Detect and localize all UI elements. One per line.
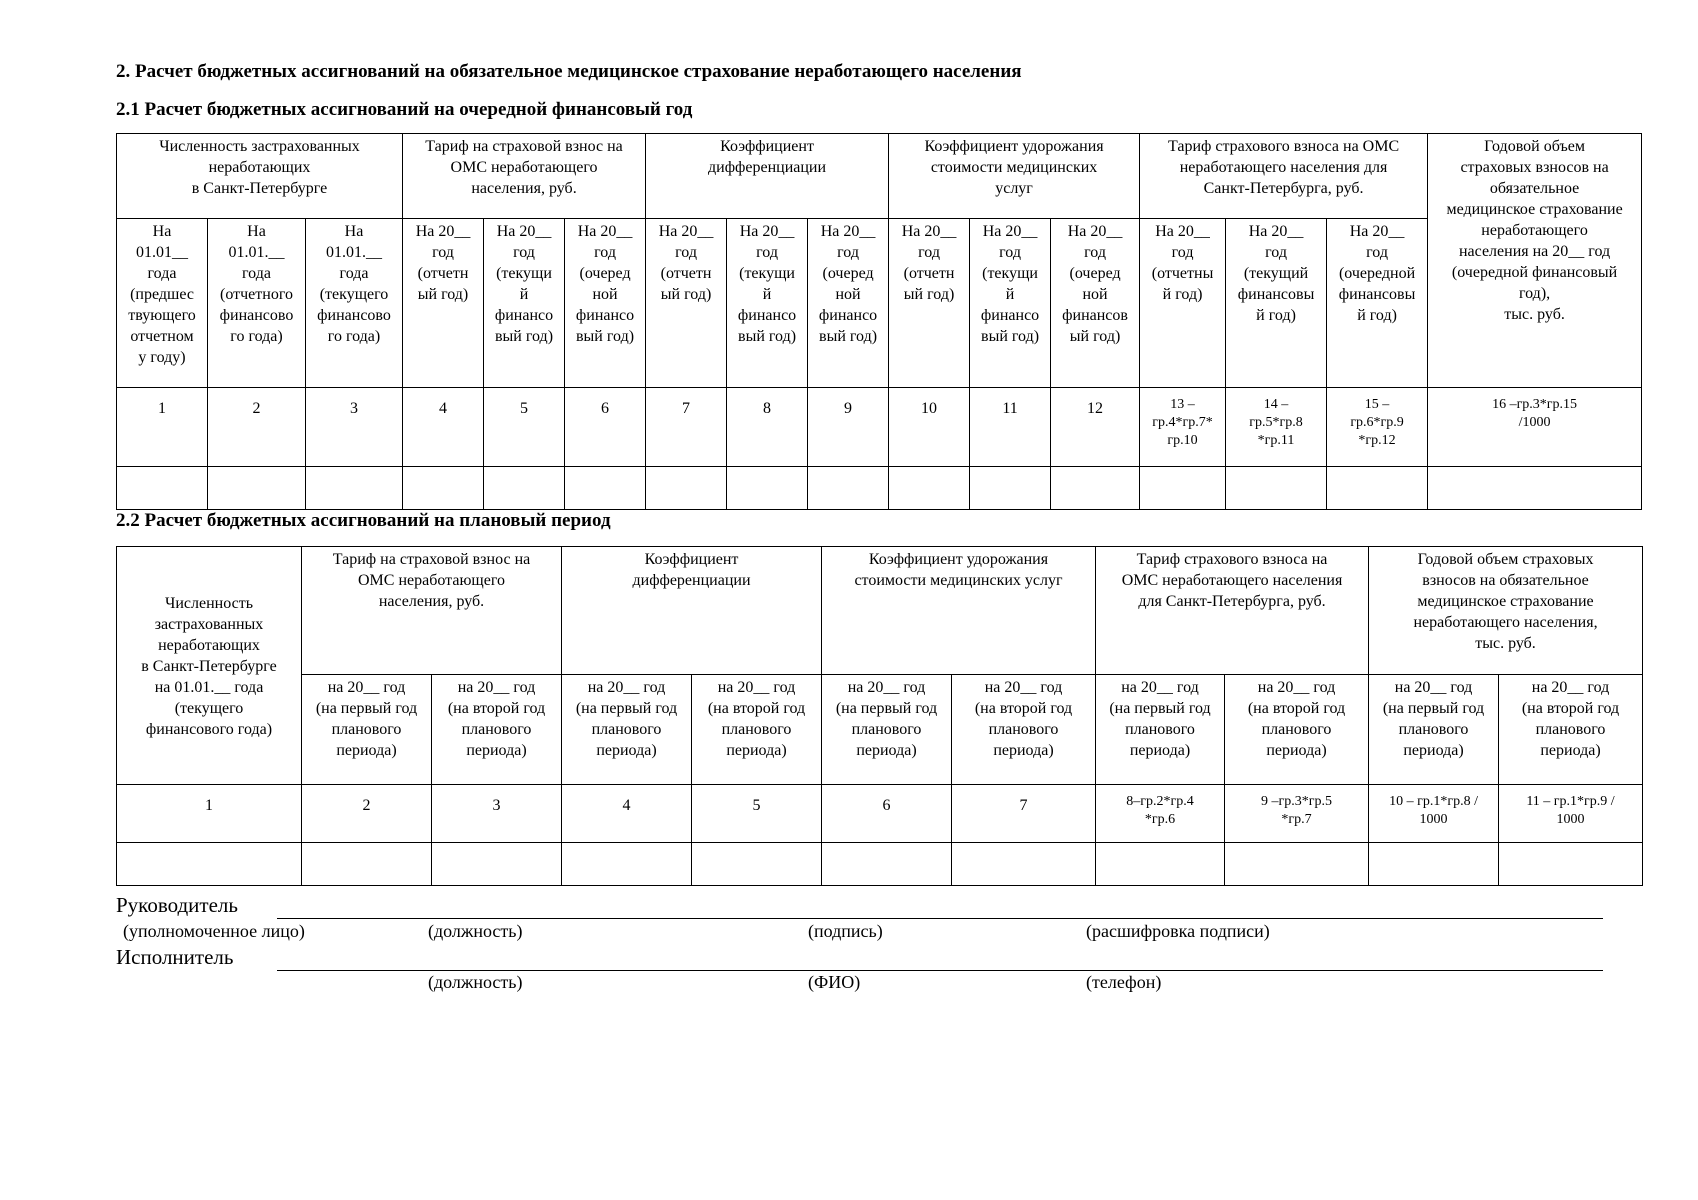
data-cell-16 bbox=[1428, 467, 1642, 510]
sub-header-7: На 20__ год (отчетн ый год) bbox=[646, 219, 727, 388]
data-cell-6 bbox=[565, 467, 646, 510]
header-insured-count: Численность застрахованных неработающих в Санкт-Петербурге на 01.01.__ года (текущего финансового года) bbox=[117, 547, 302, 785]
column-number-11: 11 bbox=[970, 388, 1051, 467]
header-spb-tariff: Тариф страхового взноса на ОМС неработающего населения для Санкт-Петербурга, руб. bbox=[1140, 134, 1428, 219]
data-cell-1 bbox=[117, 467, 208, 510]
sub-header-8: на 20__ год (на второй год планового периода) bbox=[1225, 675, 1369, 785]
section-2-1-heading: 2.1 Расчет бюджетных ассигнований на очередной финансовый год bbox=[116, 99, 693, 120]
sub-header-12: На 20__ год (очеред ной финансов ый год) bbox=[1051, 219, 1140, 388]
executor-label: Исполнитель bbox=[116, 945, 234, 969]
data-cell-2 bbox=[208, 467, 306, 510]
data-cell-13 bbox=[1140, 467, 1226, 510]
column-number-12: 12 bbox=[1051, 388, 1140, 467]
column-number-3: 3 bbox=[432, 785, 562, 843]
data-cell-9 bbox=[808, 467, 889, 510]
column-number-10: 10 bbox=[889, 388, 970, 467]
data-cell-1 bbox=[117, 843, 302, 886]
header-cost-coefficient: Коэффициент удорожания стоимости медицинских услуг bbox=[822, 547, 1096, 675]
section-2-2-heading: 2.2 Расчет бюджетных ассигнований на плановый период bbox=[116, 510, 611, 531]
head-signature-line bbox=[277, 918, 1603, 919]
column-number-14: 14 – гр.5*гр.8 *гр.11 bbox=[1226, 388, 1327, 467]
head-caption-authorized: (уполномоченное лицо) bbox=[123, 921, 305, 941]
column-number-5: 5 bbox=[484, 388, 565, 467]
sub-header-10: на 20__ год (на второй год планового периода) bbox=[1499, 675, 1643, 785]
sub-header-2: на 20__ год (на второй год планового периода) bbox=[432, 675, 562, 785]
data-cell-3 bbox=[306, 467, 403, 510]
data-cell-11 bbox=[1499, 843, 1643, 886]
header-annual-volume: Годовой объем страховых взносов на обязательное медицинское страхование неработающего населения, тыс. руб. bbox=[1369, 547, 1643, 675]
column-number-7: 7 bbox=[952, 785, 1096, 843]
header-annual-volume: Годовой объем страховых взносов на обязательное медицинское страхование неработающего населения на 20__ год (очередной финансовый год), тыс. руб. bbox=[1428, 134, 1642, 388]
column-number-1: 1 bbox=[117, 785, 302, 843]
header-diff-coefficient: Коэффициент дифференциации bbox=[562, 547, 822, 675]
column-number-row bbox=[117, 388, 1642, 467]
sub-header-1: на 20__ год (на первый год планового периода) bbox=[302, 675, 432, 785]
data-cell-15 bbox=[1327, 467, 1428, 510]
header-spb-tariff: Тариф страхового взноса на ОМС неработающего населения для Санкт-Петербурга, руб. bbox=[1096, 547, 1369, 675]
column-number-9: 9 bbox=[808, 388, 889, 467]
sub-header-row bbox=[117, 219, 1642, 388]
column-number-16: 16 –гр.3*гр.15 /1000 bbox=[1428, 388, 1642, 467]
sub-header-8: На 20__ год (текущи й финансо вый год) bbox=[727, 219, 808, 388]
header-tariff: Тариф на страховой взнос на ОМС неработающего населения, руб. bbox=[302, 547, 562, 675]
column-number-8: 8–гр.2*гр.4 *гр.6 bbox=[1096, 785, 1225, 843]
sub-header-5: На 20__ год (текущи й финансо вый год) bbox=[484, 219, 565, 388]
sub-header-10: На 20__ год (отчетн ый год) bbox=[889, 219, 970, 388]
header-insured-count: Численность застрахованных неработающих в Санкт-Петербурге bbox=[117, 134, 403, 219]
data-cell-5 bbox=[484, 467, 565, 510]
column-number-8: 8 bbox=[727, 388, 808, 467]
data-cell-10 bbox=[1369, 843, 1499, 886]
data-cell-7 bbox=[952, 843, 1096, 886]
head-caption-decoding: (расшифровка подписи) bbox=[1086, 921, 1270, 941]
data-cell-8 bbox=[1096, 843, 1225, 886]
header-diff-coefficient: Коэффициент дифференциации bbox=[646, 134, 889, 219]
executor-caption-phone: (телефон) bbox=[1086, 972, 1162, 992]
sub-header-6: На 20__ год (очеред ной финансо вый год) bbox=[565, 219, 646, 388]
sub-header-13: На 20__ год (отчетны й год) bbox=[1140, 219, 1226, 388]
data-cell-3 bbox=[432, 843, 562, 886]
column-number-9: 9 –гр.3*гр.5 *гр.7 bbox=[1225, 785, 1369, 843]
header-cost-coefficient: Коэффициент удорожания стоимости медицинских услуг bbox=[889, 134, 1140, 219]
sub-header-4: на 20__ год (на второй год планового периода) bbox=[692, 675, 822, 785]
data-cell-5 bbox=[692, 843, 822, 886]
head-caption-position: (должность) bbox=[428, 921, 523, 941]
sub-header-7: на 20__ год (на первый год планового периода) bbox=[1096, 675, 1225, 785]
budget-table-planning-period bbox=[116, 546, 1643, 886]
sub-header-9: На 20__ год (очеред ной финансо вый год) bbox=[808, 219, 889, 388]
sub-header-row bbox=[117, 675, 1643, 785]
column-number-15: 15 – гр.6*гр.9 *гр.12 bbox=[1327, 388, 1428, 467]
sub-header-5: на 20__ год (на первый год планового периода) bbox=[822, 675, 952, 785]
column-number-6: 6 bbox=[565, 388, 646, 467]
executor-signature-line bbox=[277, 970, 1603, 971]
column-number-3: 3 bbox=[306, 388, 403, 467]
sub-header-4: На 20__ год (отчетн ый год) bbox=[403, 219, 484, 388]
column-number-2: 2 bbox=[302, 785, 432, 843]
executor-caption-position: (должность) bbox=[428, 972, 523, 992]
sub-header-6: на 20__ год (на второй год планового периода) bbox=[952, 675, 1096, 785]
executor-caption-name: (ФИО) bbox=[808, 972, 861, 992]
data-cell-11 bbox=[970, 467, 1051, 510]
column-number-10: 10 – гр.1*гр.8 / 1000 bbox=[1369, 785, 1499, 843]
column-number-4: 4 bbox=[562, 785, 692, 843]
data-cell-7 bbox=[646, 467, 727, 510]
sub-header-1: На 01.01__ года (предшес твующего отчетном у году) bbox=[117, 219, 208, 388]
column-number-5: 5 bbox=[692, 785, 822, 843]
data-cell-10 bbox=[889, 467, 970, 510]
sub-header-9: на 20__ год (на первый год планового периода) bbox=[1369, 675, 1499, 785]
sub-header-3: на 20__ год (на первый год планового периода) bbox=[562, 675, 692, 785]
column-number-11: 11 – гр.1*гр.9 / 1000 bbox=[1499, 785, 1643, 843]
data-cell-4 bbox=[403, 467, 484, 510]
head-caption-signature: (подпись) bbox=[808, 921, 883, 941]
column-number-row bbox=[117, 785, 1643, 843]
sub-header-15: На 20__ год (очередной финансовы й год) bbox=[1327, 219, 1428, 388]
column-number-2: 2 bbox=[208, 388, 306, 467]
data-cell-14 bbox=[1226, 467, 1327, 510]
data-cell-4 bbox=[562, 843, 692, 886]
data-row bbox=[117, 843, 1643, 886]
sub-header-11: На 20__ год (текущи й финансо вый год) bbox=[970, 219, 1051, 388]
column-number-13: 13 – гр.4*гр.7* гр.10 bbox=[1140, 388, 1226, 467]
sub-header-2: На 01.01.__ года (отчетного финансово го года) bbox=[208, 219, 306, 388]
data-row bbox=[117, 467, 1642, 510]
data-cell-2 bbox=[302, 843, 432, 886]
data-cell-8 bbox=[727, 467, 808, 510]
sub-header-14: На 20__ год (текущий финансовы й год) bbox=[1226, 219, 1327, 388]
sub-header-3: На 01.01.__ года (текущего финансово го года) bbox=[306, 219, 403, 388]
column-number-1: 1 bbox=[117, 388, 208, 467]
head-label: Руководитель bbox=[116, 893, 238, 917]
budget-table-next-year bbox=[116, 133, 1642, 510]
column-number-6: 6 bbox=[822, 785, 952, 843]
data-cell-12 bbox=[1051, 467, 1140, 510]
data-cell-6 bbox=[822, 843, 952, 886]
column-number-7: 7 bbox=[646, 388, 727, 467]
data-cell-9 bbox=[1225, 843, 1369, 886]
column-number-4: 4 bbox=[403, 388, 484, 467]
section-2-heading: 2. Расчет бюджетных ассигнований на обязательное медицинское страхование неработающего населения bbox=[116, 61, 1022, 82]
header-tariff: Тариф на страховой взнос на ОМС неработающего населения, руб. bbox=[403, 134, 646, 219]
